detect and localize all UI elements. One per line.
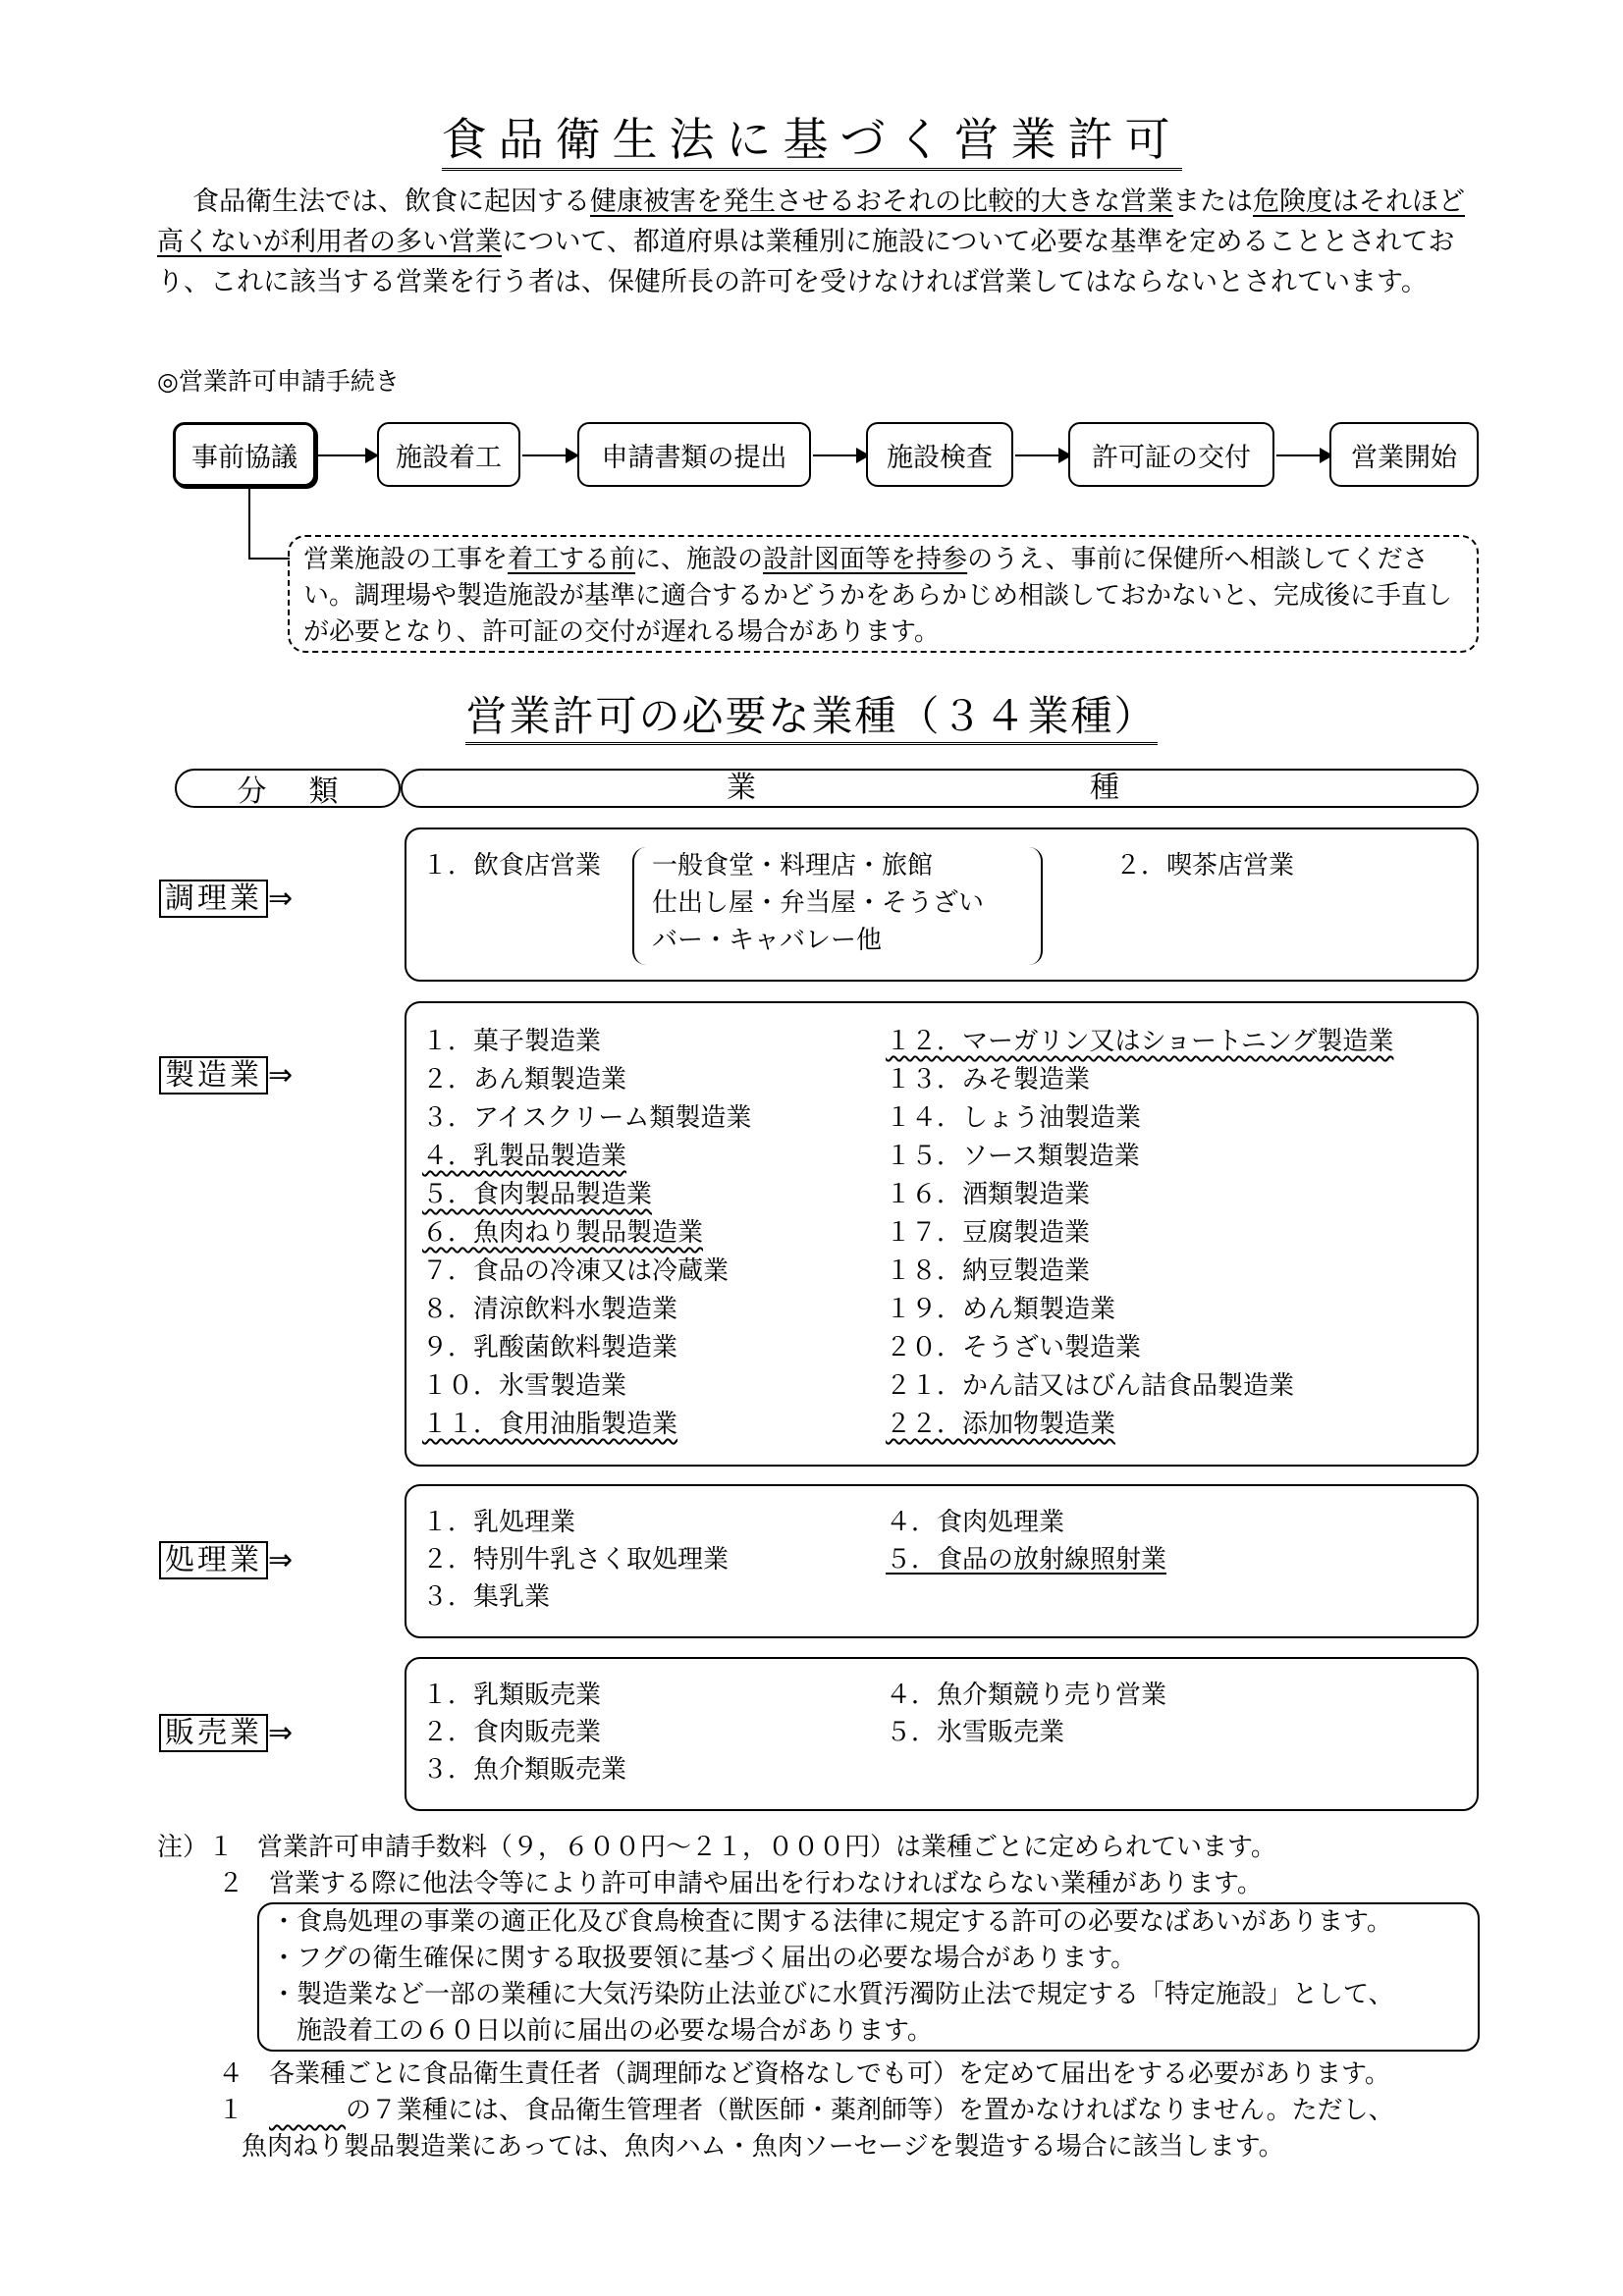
manufacturing-item: １８．納豆製造業 xyxy=(886,1256,1091,1286)
header-business-type: 業 種 xyxy=(401,769,1479,808)
category-sales: 販売業 ⇒ xyxy=(159,1716,293,1750)
note-2-bullet-3: ・製造業など一部の業種に大気汚染防止法並びに水質汚濁防止法で規定する「特定施設」として、 xyxy=(271,1980,1394,2009)
category-cooking: 調理業 ⇒ xyxy=(159,881,293,916)
note-2-bullet-1: ・食鳥処理の事業の適正化及び食鳥検査に関する法律に規定する許可の必要なばあいがあります。 xyxy=(271,1907,1392,1937)
manufacturing-item: ２０．そうざい製造業 xyxy=(886,1333,1142,1362)
manufacturing-item: ５．食肉製品製造業 xyxy=(422,1180,653,1209)
page-title: 食品衛生法に基づく営業許可 xyxy=(0,110,1623,169)
cooking-box: １．飲食店営業 一般食堂・料理店・旅館 仕出し屋・弁当屋・そうざい バー・キャバレー他 ２．喫茶店営業 xyxy=(405,828,1479,982)
arrow-3 xyxy=(813,454,858,456)
manufacturing-item: １７．豆腐製造業 xyxy=(886,1218,1091,1248)
step-business-start: 営業開始 xyxy=(1329,422,1479,487)
manufacturing-item: １９．めん類製造業 xyxy=(886,1295,1116,1324)
manufacturing-item: ４．乳製品製造業 xyxy=(422,1142,627,1171)
procedure-label: ◎営業許可申請手続き xyxy=(157,367,400,396)
header-category: 分 類 xyxy=(175,769,401,808)
manufacturing-item: ２２．添加物製造業 xyxy=(886,1410,1116,1439)
processing-box: １．乳処理業 ２．特別牛乳さく取処理業 ３．集乳業 ４．食肉処理業 ５．食品の放射線照射業 xyxy=(405,1484,1479,1638)
connector-line-h xyxy=(248,558,290,560)
note-2: ２ 営業する際に他法令等により許可申請や届出を行わなければならない業種があります。 xyxy=(218,1869,1263,1898)
category-processing: 処理業 ⇒ xyxy=(159,1543,293,1577)
note-1: 注）１ 営業許可申請手数料（９，６００円～２１，０００円）は業種ごとに定められています。 xyxy=(157,1833,1276,1862)
manufacturing-item: １０．氷雪製造業 xyxy=(422,1371,627,1401)
arrow-4 xyxy=(1015,454,1060,456)
note-2-bullet-3-cont: 施設着工の６０日以前に届出の必要な場合があります。 xyxy=(297,2016,933,2046)
intro-paragraph: 食品衛生法では、飲食に起因する健康被害を発生させるおそれの比較的大きな営業または危険度はそれほど高くないが利用者の多い営業について、都道府県は業種別に施設について必要な基準を定めることとされており、これに該当する営業を行う者は、保健所長の許可を受けなければ営業してはならないとされています。 xyxy=(157,187,1465,297)
note-5-cont: 魚肉ねり製品製造業にあっては、魚肉ハム・魚肉ソーセージを製造する場合に該当します。 xyxy=(242,2132,1284,2162)
arrow-5 xyxy=(1276,454,1322,456)
manufacturing-item: ７．食品の冷凍又は冷蔵業 xyxy=(422,1256,730,1286)
manufacturing-item: １４．しょう油製造業 xyxy=(886,1103,1142,1133)
manufacturing-item: ２．あん類製造業 xyxy=(422,1065,627,1095)
manufacturing-item: １５．ソース類製造業 xyxy=(886,1142,1140,1171)
connector-line xyxy=(248,488,250,560)
consultation-note: 営業施設の工事を着工する前に、施設の設計図面等を持参のうえ、事前に保健所へ相談してください。調理場や製造施設が基準に適合するかどうかをあらかじめ相談しておかないと、完成後に手直しが必要となり、許可証の交付が遅れる場合があります。 xyxy=(288,535,1479,653)
step-inspection: 施設検査 xyxy=(866,422,1013,487)
sales-box: １．乳類販売業 ２．食肉販売業 ３．魚介類販売業 ４．魚介類競り売り営業 ５．氷雪販売業 xyxy=(405,1657,1479,1811)
manufacturing-item: １２．マーガリン又はショートニング製造業 xyxy=(886,1027,1394,1056)
manufacturing-item: １６．酒類製造業 xyxy=(886,1180,1091,1209)
note-5: １ の７業種には、食品衛生管理者（獣医師・薬剤師等）を置かなければなりません。ただし、 xyxy=(218,2096,1394,2125)
manufacturing-box xyxy=(405,1001,1479,1467)
manufacturing-item: ６．魚肉ねり製品製造業 xyxy=(422,1218,704,1248)
manufacturing-item: ８．清涼飲料水製造業 xyxy=(422,1295,678,1324)
arrow-1 xyxy=(318,454,367,456)
manufacturing-item: ２１．かん詰又はびん詰食品製造業 xyxy=(886,1371,1295,1401)
category-manufacturing: 製造業 ⇒ xyxy=(159,1058,293,1093)
manufacturing-item: ３．アイスクリーム類製造業 xyxy=(422,1103,752,1133)
wavy-marker xyxy=(269,2096,346,2125)
manufacturing-item: ９．乳酸菌飲料製造業 xyxy=(422,1333,678,1362)
arrow-2 xyxy=(522,454,568,456)
step-application: 申請書類の提出 xyxy=(577,422,811,487)
note-4: ４ 各業種ごとに食品衛生責任者（調理師など資格なしでも可）を定めて届出をする必要があります。 xyxy=(218,2059,1390,2089)
manufacturing-item: １３．みそ製造業 xyxy=(886,1065,1091,1095)
step-prior-consultation: 事前協議 xyxy=(173,422,316,487)
manufacturing-item: １．菓子製造業 xyxy=(422,1027,602,1056)
step-construction: 施設着工 xyxy=(377,422,520,487)
section-title: 営業許可の必要な業種（３４業種） xyxy=(0,687,1623,746)
manufacturing-item: １１．食用油脂製造業 xyxy=(422,1410,678,1439)
note-2-bullet-2: ・フグの衛生確保に関する取扱要領に基づく届出の必要な場合があります。 xyxy=(271,1944,1137,1973)
step-license-issue: 許可証の交付 xyxy=(1068,422,1274,487)
